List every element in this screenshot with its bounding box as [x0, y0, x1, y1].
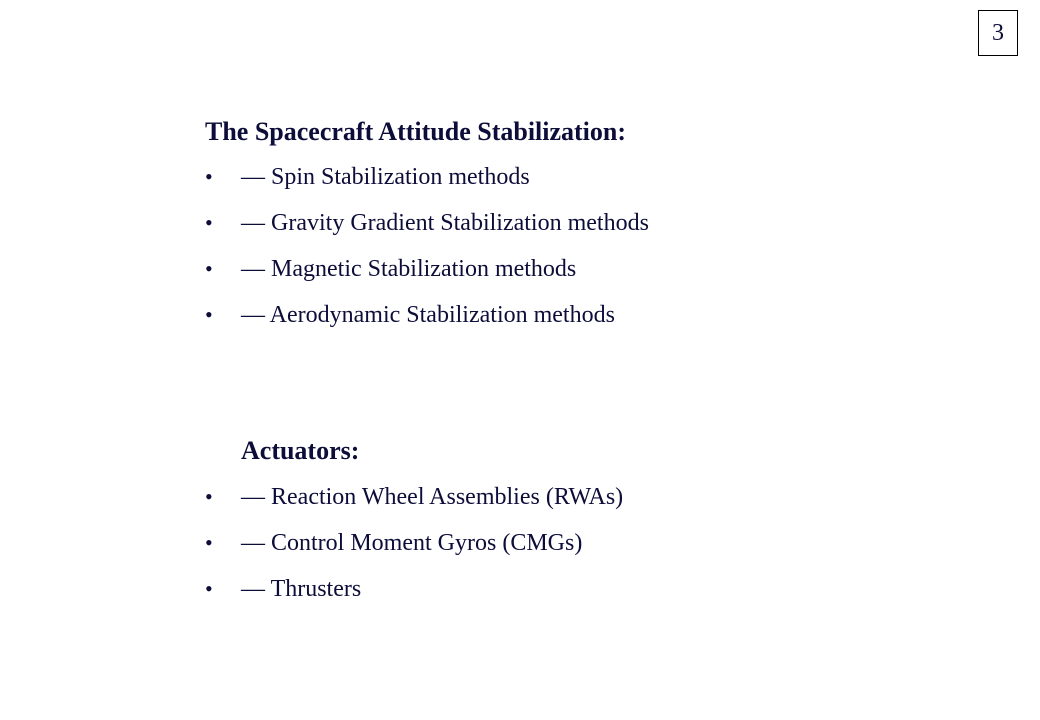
bullet-icon: •	[205, 484, 213, 509]
list-item-text: — Control Moment Gyros (CMGs)	[241, 529, 583, 556]
stabilization-methods-list	[205, 154, 649, 338]
list-item-text: — Spin Stabilization methods	[241, 163, 530, 190]
list-item-reaction-wheels	[205, 474, 623, 520]
list-item-aerodynamic	[205, 292, 649, 338]
bullet-icon: •	[205, 530, 213, 555]
list-item-text: — Reaction Wheel Assemblies (RWAs)	[241, 483, 624, 510]
list-item-text: — Gravity Gradient Stabilization methods	[241, 209, 649, 236]
stabilization-title: The Spacecraft Attitude Stabilization:	[205, 117, 627, 146]
list-item-text: — Magnetic Stabilization methods	[241, 255, 577, 282]
bullet-icon: •	[205, 256, 213, 281]
list-item-text: — Thrusters	[241, 575, 362, 602]
list-item-text: — Aerodynamic Stabilization methods	[241, 301, 615, 328]
list-item-cmgs	[205, 520, 623, 566]
actuators-list	[205, 474, 623, 612]
list-item-gravity-gradient	[205, 200, 649, 246]
actuators-title: Actuators:	[241, 436, 360, 465]
page-number-box	[978, 10, 1018, 56]
list-item-magnetic	[205, 246, 649, 292]
bullet-icon: •	[205, 302, 213, 327]
list-item-thrusters	[205, 566, 623, 612]
bullet-icon: •	[205, 164, 213, 189]
bullet-icon: •	[205, 576, 213, 601]
bullet-icon: •	[205, 210, 213, 235]
list-item-spin	[205, 154, 649, 200]
page-number: 3	[992, 19, 1004, 46]
